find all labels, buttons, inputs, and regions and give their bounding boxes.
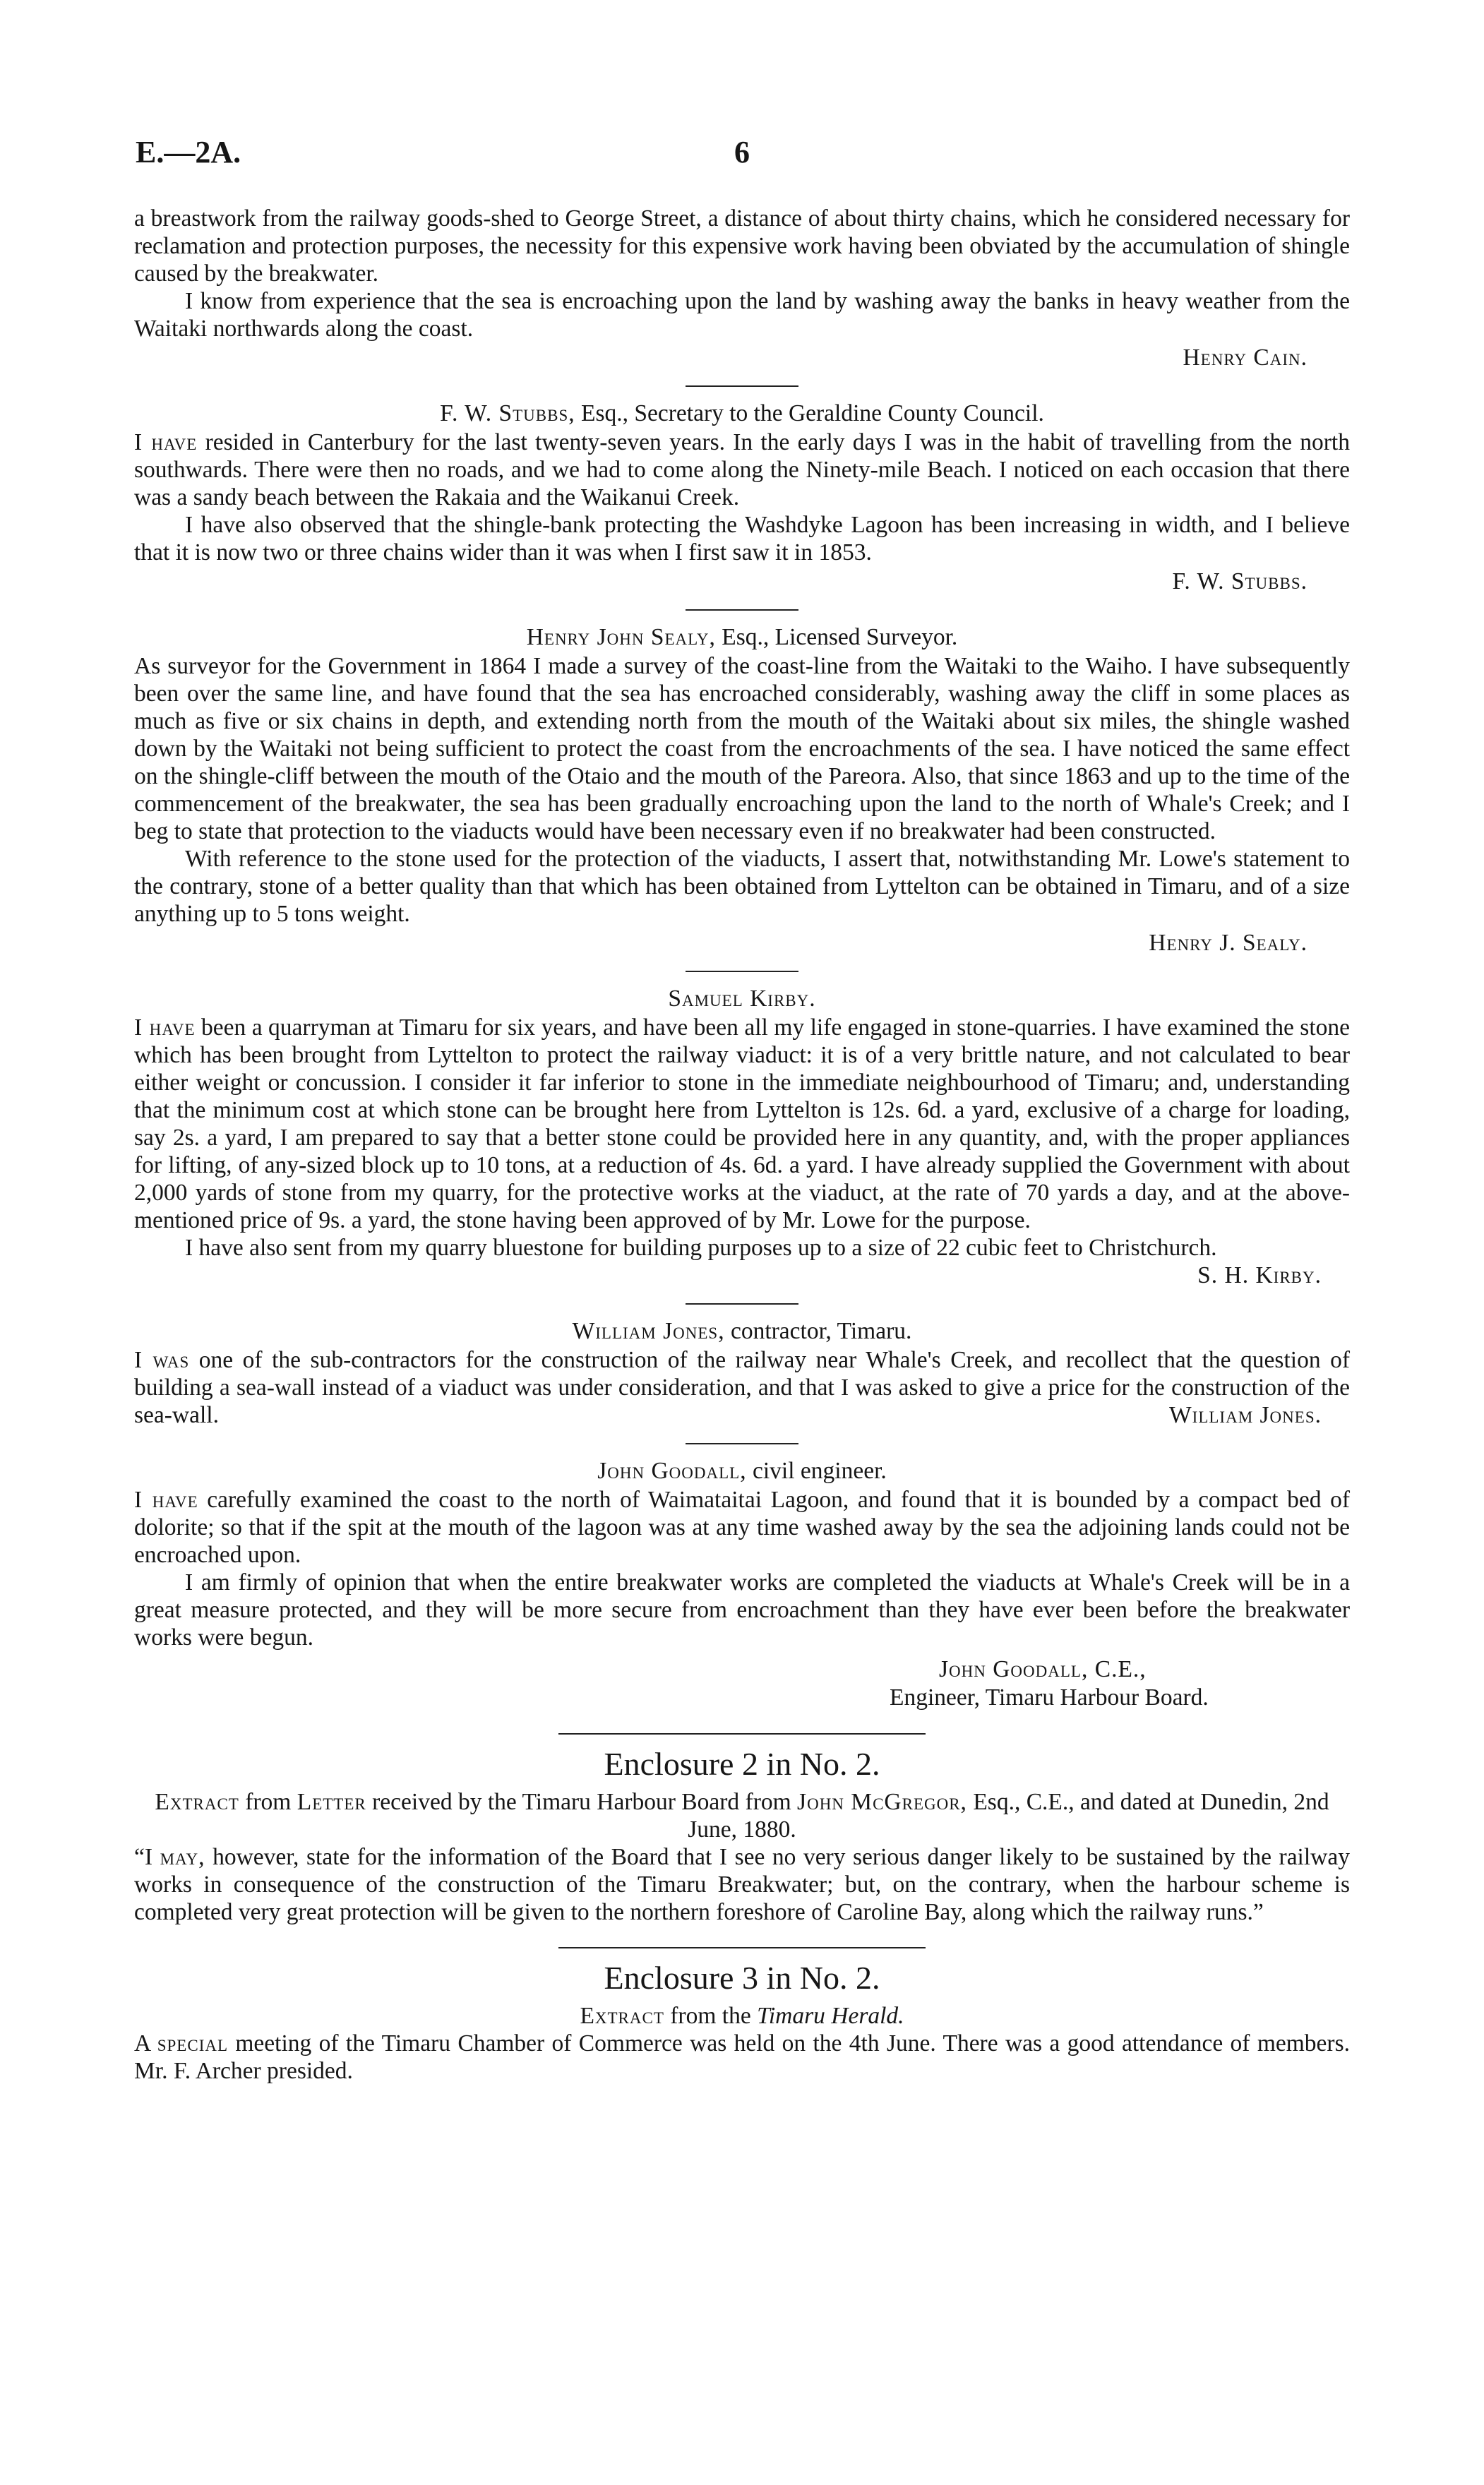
page-number: 6 (734, 135, 750, 169)
enclosure-2-intro (134, 1788, 1350, 1843)
stubbs-heading (134, 400, 1350, 427)
sealy-statement (134, 623, 1350, 957)
goodall-statement (134, 1457, 1350, 1712)
extract-label: Extract (580, 2003, 664, 2029)
extract-label: Extract (155, 1789, 239, 1815)
jones-lead: I was (134, 1347, 190, 1373)
intro-text-c: Esq., C.E., and dated at Dunedin, 2nd June, 1880. (688, 1789, 1329, 1843)
sealy-title: Esq., Licensed Surveyor. (715, 624, 958, 650)
jones-text-1: one of the sub-contractors for the construction of the railway near Whale's Creek, and recollect that the question of building a sea-wall instead of a viaduct was under consideration, and that I was asked to give a price for the construction of the sea-wall. (134, 1347, 1351, 1428)
stubbs-paragraph-2: I have also observed that the shingle-bank protecting the Washdyke Lagoon has been increasing in width, and I believe that it is now two or three chains wider than it was when I first saw it in 1853. (134, 512, 1350, 565)
cain-signature: Henry Cain. (1183, 345, 1308, 371)
page-header (136, 134, 1348, 184)
intro-text-b: received by the Timaru Harbour Board from (366, 1789, 798, 1815)
goodall-text-1: carefully examined the coast to the north of Waimataitai Lagoon, and found that it is bounded by a compact bed of dolorite; so that if the spit at the mouth of the lagoon was at any time washed away by the sea the adjoining lands could not be encroached upon. (134, 1487, 1350, 1568)
cain-paragraph-1: a breastwork from the railway goods-shed to George Street, a distance of about thirty chains, which he considered necessary for reclamation and protection purposes, the necessity for this expensive work having been obviated by the accumulation of shingle caused by the breakwater. (134, 205, 1350, 287)
jones-name: William Jones, (572, 1318, 725, 1344)
sealy-signature: Henry J. Sealy. (1149, 930, 1308, 956)
kirby-paragraph-1 (134, 1014, 1350, 1234)
quote-lead: may, (160, 1844, 205, 1870)
kirby-text-1: been a quarryman at Timaru for six years, and have been all my life engaged in stone-quarries. I have examined the stone which has been brought from Lyttelton to protect the railway viaduct: it is of a very brittle nature, and not calculated to bear either weight or concussion. I consider it far inferior to stone in the immediate neighbourhood of Timaru; and, understanding that the minimum cost at which stone can be brought here from Lyttelton is 12s. 6d. a yard, exclusive of a charge for loading, say 2s. a yard, I am prepared to say that a better stone could be provided here in any quantity, and, with the proper appliances for lifting, of any-sized block up to 10 tons, at a reduction of 4s. 6d. a yard. I have already supplied the Government with about 2,000 yards of stone from my quarry, for the protective works at the viaduct, at the rate of 70 yards a day, and at the above-mentioned price of 9s. a yard, the stone having been approved of by Mr. Lowe for the purpose. (134, 1014, 1350, 1233)
quote-body: however, state for the information of the Board that I see no very serious danger likely to be sustained by the railway works in consequence of the construction of the Timaru Breakwater; but, on the contrary, when the harbour scheme is completed very great protection will be given to the northern foreshore of Caroline Bay, along which the railway runs.” (134, 1844, 1350, 1925)
stubbs-title: Esq., Secretary to the Geraldine County Council. (575, 400, 1044, 426)
jones-paragraph-1 (134, 1346, 1350, 1429)
enclosure-3-subtitle (134, 2002, 1350, 2030)
goodall-signature-role: Engineer, Timaru Harbour Board. (890, 1684, 1209, 1711)
stubbs-signature: F. W. Stubbs. (1172, 568, 1308, 594)
enclosure-divider (558, 1733, 926, 1735)
kirby-name: Samuel Kirby. (668, 986, 816, 1012)
quote-open: “I (134, 1844, 160, 1870)
goodall-signature (890, 1655, 1350, 1712)
kirby-lead: I have (134, 1014, 196, 1041)
cain-statement (134, 205, 1350, 371)
letter-label: Letter (297, 1789, 366, 1815)
subtitle-text: from the (664, 2003, 758, 2029)
kirby-text-2: I have also sent from my quarry bluestone for building purposes up to a size of 22 cubic feet to Christchurch. (185, 1235, 1217, 1261)
document-body (134, 205, 1350, 2085)
goodall-paragraph-1 (134, 1486, 1350, 1569)
goodall-name: John Goodall, (597, 1458, 747, 1484)
stubbs-name: F. W. Stubbs, (440, 400, 575, 426)
jones-heading (134, 1317, 1350, 1345)
stubbs-text-1: resided in Canterbury for the last twenty-seven years. In the early days I was in the habit of travelling from the north southwards. There were then no roads, and we had to come along the Ninety-mile Beach. I noticed on each occasion that there was a sandy beach between the Rakaia and the Waikanui Creek. (134, 429, 1350, 510)
enclosure-2-quote (134, 1843, 1350, 1926)
kirby-heading (134, 985, 1350, 1012)
stubbs-statement (134, 400, 1350, 595)
document-reference: E.—2A. (136, 135, 241, 169)
enclosure-3-title: Enclosure 3 in No. 2. (604, 1960, 880, 1996)
goodall-lead: I have (134, 1487, 198, 1513)
sealy-heading (134, 623, 1350, 651)
enclosure-2-title: Enclosure 2 in No. 2. (604, 1746, 880, 1782)
sealy-paragraph-1: As surveyor for the Government in 1864 I made a survey of the coast-line from the Waitaki to the Waiho. I have subsequently been over the same line, and have found that the sea has encroached considerably, washing away the cliff in some places as much as five or six chains in depth, and extending north from the mouth of the Waitaki about six miles, the shingle washed down by the Waitaki not being sufficient to protect the coast from the encroachments of the sea. I have noticed the same effect on the shingle-cliff between the mouth of the Otaio and the mouth of the Pareora. Also, that since 1863 and up to the time of the commencement of the breakwater, the sea has been gradually encroaching upon the land to the north of Whale's Creek; and I beg to state that protection to the viaducts would have been necessary even if no breakwater had been constructed. (134, 653, 1350, 844)
cain-paragraph-2: I know from experience that the sea is encroaching upon the land by washing away the banks in heavy weather from the Waitaki northwards along the coast. (134, 288, 1350, 342)
goodall-signature-name: John Goodall, C.E., (939, 1656, 1147, 1682)
stubbs-lead: I have (134, 429, 198, 455)
section-divider (686, 609, 798, 611)
goodall-heading (134, 1457, 1350, 1485)
stubbs-paragraph-1 (134, 429, 1350, 511)
enclosure-divider (558, 1947, 926, 1948)
section-divider (686, 971, 798, 972)
enclosure-3-body: meeting of the Timaru Chamber of Commerce was held on the 4th June. There was a good attendance of members. Mr. F. Archer presided. (134, 2030, 1350, 2084)
section-divider (686, 1303, 798, 1305)
enclosure-2 (134, 1744, 1350, 1926)
sealy-name: Henry John Sealy, (526, 624, 716, 650)
jones-signature: William Jones. (1169, 1402, 1322, 1428)
newspaper-name: Timaru Herald. (757, 2003, 904, 2029)
jones-statement (134, 1317, 1350, 1429)
mcgregor-name: John McGregor, (797, 1789, 967, 1815)
kirby-signature: S. H. Kirby. (1197, 1262, 1322, 1288)
special-label: special (157, 2030, 229, 2056)
kirby-paragraph-2 (134, 1234, 1350, 1288)
sealy-paragraph-2: With reference to the stone used for the protection of the viaducts, I assert that, notwithstanding Mr. Lowe's statement to the contrary, stone of a better quality than that which has been obtained from Lyttelton can be obtained in Timaru, and of a size anything up to 5 tons weight. (134, 846, 1350, 927)
enclosure-3-paragraph (134, 2030, 1350, 2085)
jones-title: contractor, Timaru. (724, 1318, 912, 1344)
kirby-statement (134, 985, 1350, 1289)
goodall-paragraph-2: I am firmly of opinion that when the entire breakwater works are completed the viaducts at Whale's Creek will be in a great measure protected, and they will be more secure from encroachment than they have ever been before the breakwater works were begun. (134, 1569, 1350, 1651)
intro-text-a: from (239, 1789, 297, 1815)
enclosure-3 (134, 1958, 1350, 2085)
lead-article: A (134, 2030, 157, 2056)
section-divider (686, 1443, 798, 1444)
goodall-title: civil engineer. (746, 1458, 887, 1484)
section-divider (686, 385, 798, 387)
